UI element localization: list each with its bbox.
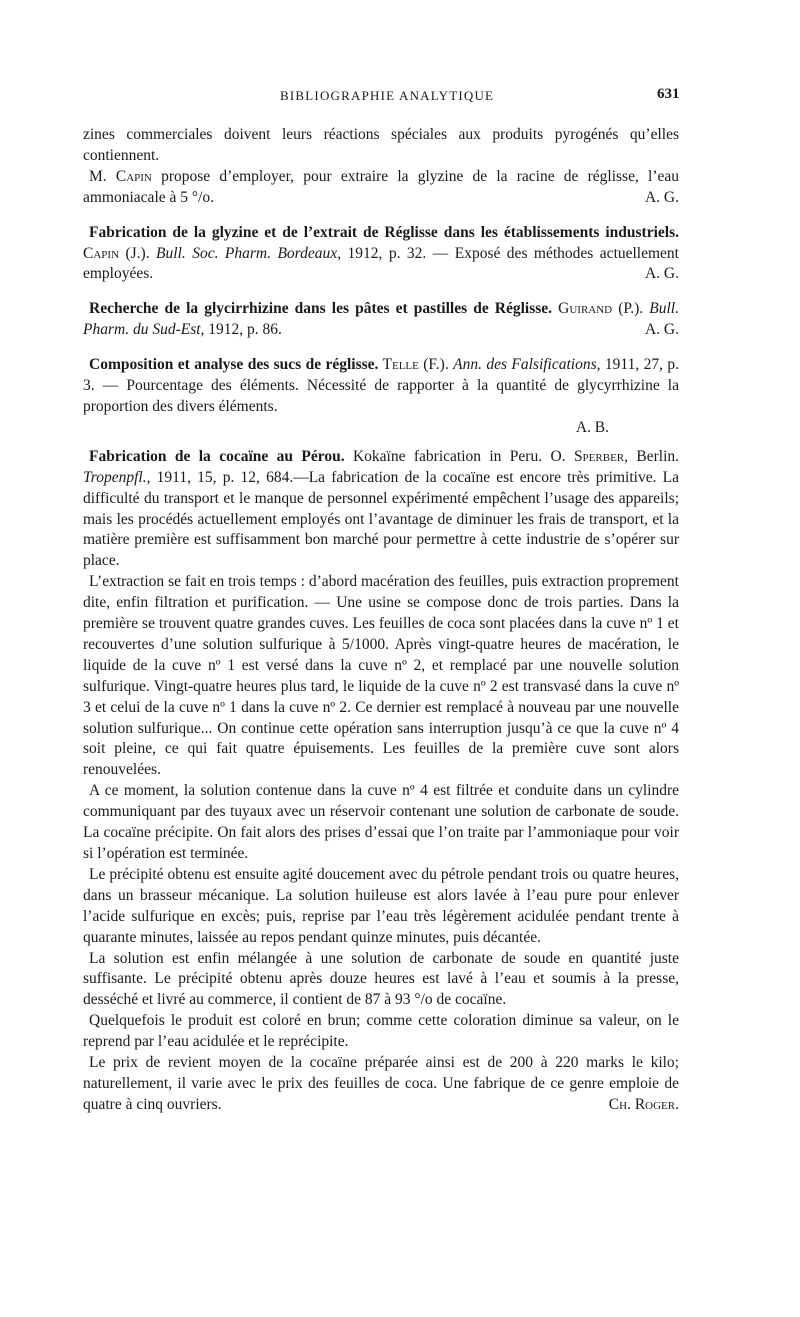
paragraph-text: zines commerciales doivent leurs réactions spéciales aux produits pyrogénés qu’elles contiennent. bbox=[83, 126, 679, 164]
paragraph-text: La solution est enfin mélangée à une solution de carbonate de soude en quantité juste suffisante. Le précipité obtenu après douze heures est lavé à l’eau et soumis à la presse, desséché et livré au commerce, il contient de 87 à 93 °/o de cocaïne. bbox=[83, 949, 679, 1009]
signature: A. G. bbox=[644, 188, 679, 206]
page-number: 631 bbox=[657, 86, 680, 102]
entry-text: 1911, 27, p. 3. — Pourcentage des éléments. Nécessité de rapporter à la quantité de glycyrrhizine la proportion des divers éléments. bbox=[83, 356, 679, 415]
author-initials: (F.). bbox=[418, 356, 454, 374]
entry-cocaine bbox=[83, 447, 679, 572]
paragraph-precipite bbox=[83, 865, 679, 949]
signature: A. G. bbox=[644, 321, 679, 339]
paragraph-text: propose d’employer, pour extraire la glyzine de la racine de réglisse, l’eau ammoniacale à 5 °/o. bbox=[83, 167, 679, 206]
author-initials: (P.). bbox=[612, 300, 650, 318]
entry-title: Fabrication de la cocaïne au Pérou. bbox=[89, 447, 345, 465]
signature-line bbox=[83, 418, 679, 439]
paragraph-continuation bbox=[83, 125, 679, 167]
author-initials: (J.). bbox=[119, 244, 157, 262]
journal-name: Ann. des Falsifications, bbox=[453, 356, 601, 374]
author-name: Telle bbox=[378, 356, 419, 374]
author-name: Sperber bbox=[573, 447, 625, 465]
entry-glycirrhizine bbox=[83, 299, 679, 341]
signature: A. G. bbox=[644, 265, 679, 283]
paragraph-extraction bbox=[83, 572, 679, 781]
entry-sucs-reglisse bbox=[83, 355, 679, 418]
paragraph-coloration bbox=[83, 1011, 679, 1053]
entry-text: 1912, p. 32. — Exposé des méthodes actuellement employées. bbox=[83, 244, 679, 283]
paragraph-text: Le prix de revient moyen de la cocaïne préparée ainsi est de 200 à 220 marks le kilo; naturellement, il varie avec le prix des feuilles de coca. Une fabrique de ce genre emploie de quatre à cinq ouvriers. bbox=[83, 1054, 679, 1113]
paragraph-capin-note bbox=[83, 167, 679, 209]
signature: A. B. bbox=[575, 418, 609, 436]
entry-text: 1912, p. 86. bbox=[204, 321, 282, 339]
author-name: Capin bbox=[115, 167, 152, 185]
paragraph-prix bbox=[83, 1053, 679, 1116]
running-title: BIBLIOGRAPHIE ANALYTIQUE bbox=[280, 88, 495, 103]
paragraph-text: L’extraction se fait en trois temps : d’abord macération des feuilles, puis extraction proprement dite, enfin filtration et purification. — Une usine se compose donc de trois parties. Dans la première se trouvent quatre grandes cuves. Les feuilles de coca sont placées dans la cuve nº 1 et recouvertes d’une solution sulfurique à 5/1000. Après vingt-quatre heures de macération, le liquide de la cuve nº 1 est versé dans la cuve nº 2, et remplacé par une nouvelle solution sulfurique. Vingt-quatre heures plus tard, le liquide de la cuve nº 2 est transvasé dans la cuve nº 3 et celui de la cuve nº 1 dans la cuve nº 2. Ce dernier est remplacé à nouveau par une nouvelle solution sulfurique... On continue cette opération sans interruption jusqu’à ce que la cuve nº 4 soit pleine, ce qui fait quatre épuisements. Les feuilles de la première cuve sont alors renouvelées. bbox=[83, 573, 679, 779]
paragraph-text: A ce moment, la solution contenue dans la cuve nº 4 est filtrée et conduite dans un cylindre communiquant par des tuyaux avec un réservoir contenant une solution de carbonate de soude. La cocaïne précipite. On fait alors des prises d’essai que l’on traite par l’ammoniaque pour voir si l’opération est terminée. bbox=[83, 782, 679, 862]
journal-name: Bull. Soc. Pharm. Bordeaux, bbox=[156, 244, 342, 262]
paragraph-melange bbox=[83, 949, 679, 1012]
paragraph-text: Quelquefois le produit est coloré en brun; comme cette coloration diminue sa valeur, on le reprend par l’eau acidulée et le reprécipite. bbox=[83, 1012, 679, 1051]
signature: Ch. Roger. bbox=[608, 1095, 679, 1113]
paragraph-text: Le précipité obtenu est ensuite agité doucement avec du pétrole pendant trois ou quatre heures, dans un brasseur mécanique. La solution huileuse est alors lavée à l’eau pure pour enlever l’acide sulfurique en excès; puis, reprise par l’eau très légèrement acidulée pendant trente à quarante minutes, laissée au repos pendant quinze minutes, puis décantée. bbox=[83, 865, 679, 946]
author-name: Capin bbox=[83, 244, 120, 262]
entry-title: Recherche de la glycirrhizine dans les pâtes et pastilles de Réglisse. bbox=[89, 300, 553, 318]
paragraph-solution bbox=[83, 781, 679, 865]
page-header bbox=[0, 80, 800, 106]
author-name: Guirand bbox=[552, 300, 613, 318]
entry-text: , Berlin. bbox=[624, 447, 679, 465]
entry-title: Composition et analyse des sucs de réglisse. bbox=[89, 356, 379, 374]
entry-text: Kokaïne fabrication in Peru. O. bbox=[344, 447, 574, 465]
journal-name: Tropenpfl., bbox=[83, 468, 151, 486]
lead-text: M. bbox=[89, 167, 116, 185]
entry-glyzine bbox=[83, 223, 679, 286]
journal-name: Bull. Pharm. du Sud-Est, bbox=[83, 300, 679, 339]
entry-text: 1911, 15, p. 12, 684.—La fabrication de la cocaïne est encore très primitive. La difficulté du transport et le manque de personnel expérimenté empêchent l’usage des appareils; mais les procédés actuellement employés ont l’avantage de diminuer les frais de transport, et la matière première est suffisamment bon marché pour permettre à cette industrie de s’opérer sur place. bbox=[83, 468, 679, 570]
article-body bbox=[83, 125, 679, 1116]
entry-title: Fabrication de la glyzine et de l’extrait de Réglisse dans les établissements industriels. bbox=[89, 223, 679, 241]
